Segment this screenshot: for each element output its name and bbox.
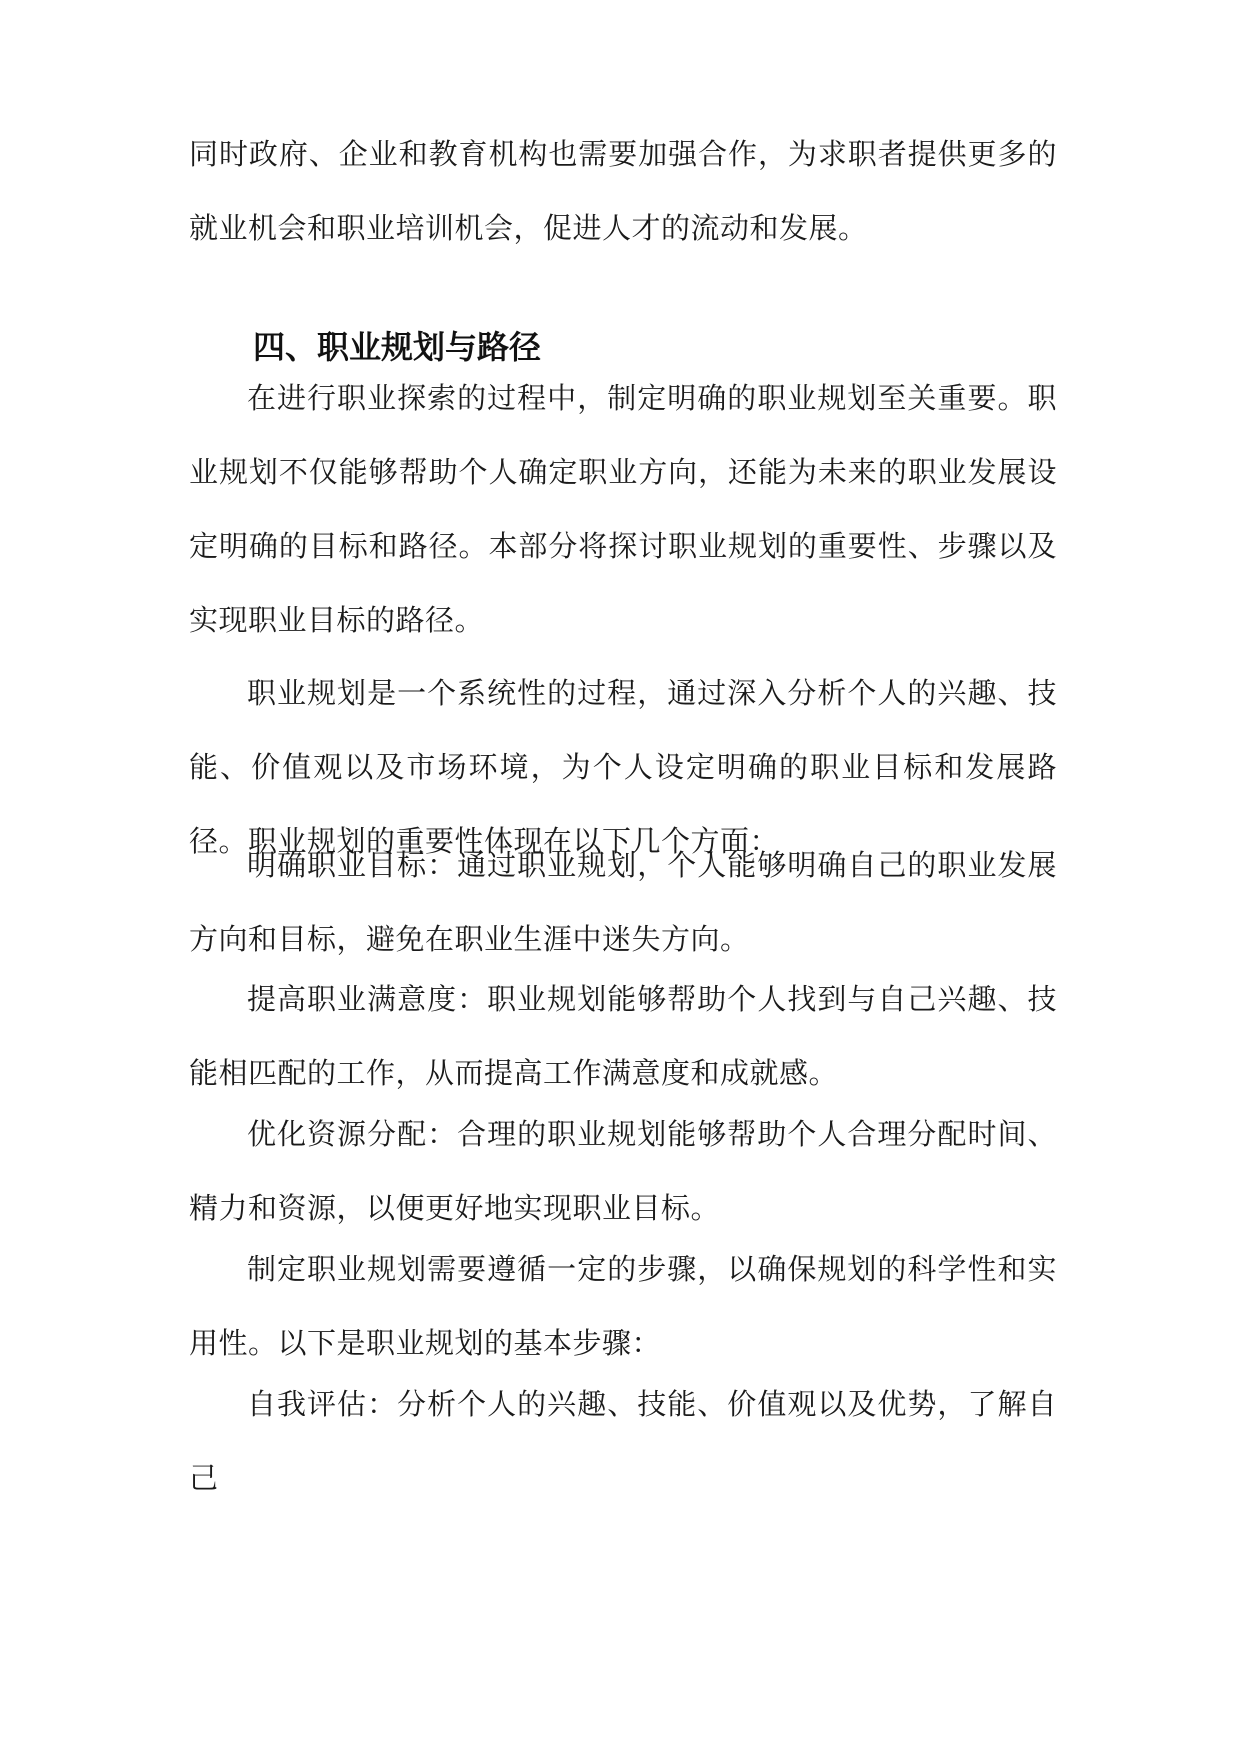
paragraph-career-planning-intro: 在进行职业探索的过程中，制定明确的职业规划至关重要。职业规划不仅能够帮助个人确定职业方向，还能为未来的职业发展设定明确的目标和路径。本部分将探讨职业规划的重要性、步骤以及实现职业目标的路径。 — [189, 381, 1057, 637]
paragraph-job-satisfaction: 提高职业满意度：职业规划能够帮助个人找到与自己兴趣、技能相匹配的工作，从而提高工作满意度和成就感。 — [189, 982, 1057, 1090]
paragraph-planning-importance: 职业规划是一个系统性的过程，通过深入分析个人的兴趣、技能、价值观以及市场环境，为个人设定明确的职业目标和发展路径。职业规划的重要性体现在以下几个方面： — [189, 676, 1057, 858]
paragraph-intro-continuation: 同时政府、企业和教育机构也需要加强合作，为求职者提供更多的就业机会和职业培训机会，促进人才的流动和发展。 — [189, 137, 1057, 245]
paragraph-resource-allocation: 优化资源分配：合理的职业规划能够帮助个人合理分配时间、精力和资源，以便更好地实现职业目标。 — [189, 1117, 1057, 1225]
paragraph-clear-goals: 明确职业目标：通过职业规划，个人能够明确自己的职业发展方向和目标，避免在职业生涯中迷失方向。 — [189, 848, 1057, 956]
section-heading: 四、职业规划与路径 — [253, 328, 542, 366]
paragraph-self-assessment: 自我评估：分析个人的兴趣、技能、价值观以及优势，了解自己 — [189, 1387, 1057, 1495]
paragraph-planning-steps: 制定职业规划需要遵循一定的步骤，以确保规划的科学性和实用性。以下是职业规划的基本步骤： — [189, 1252, 1057, 1360]
